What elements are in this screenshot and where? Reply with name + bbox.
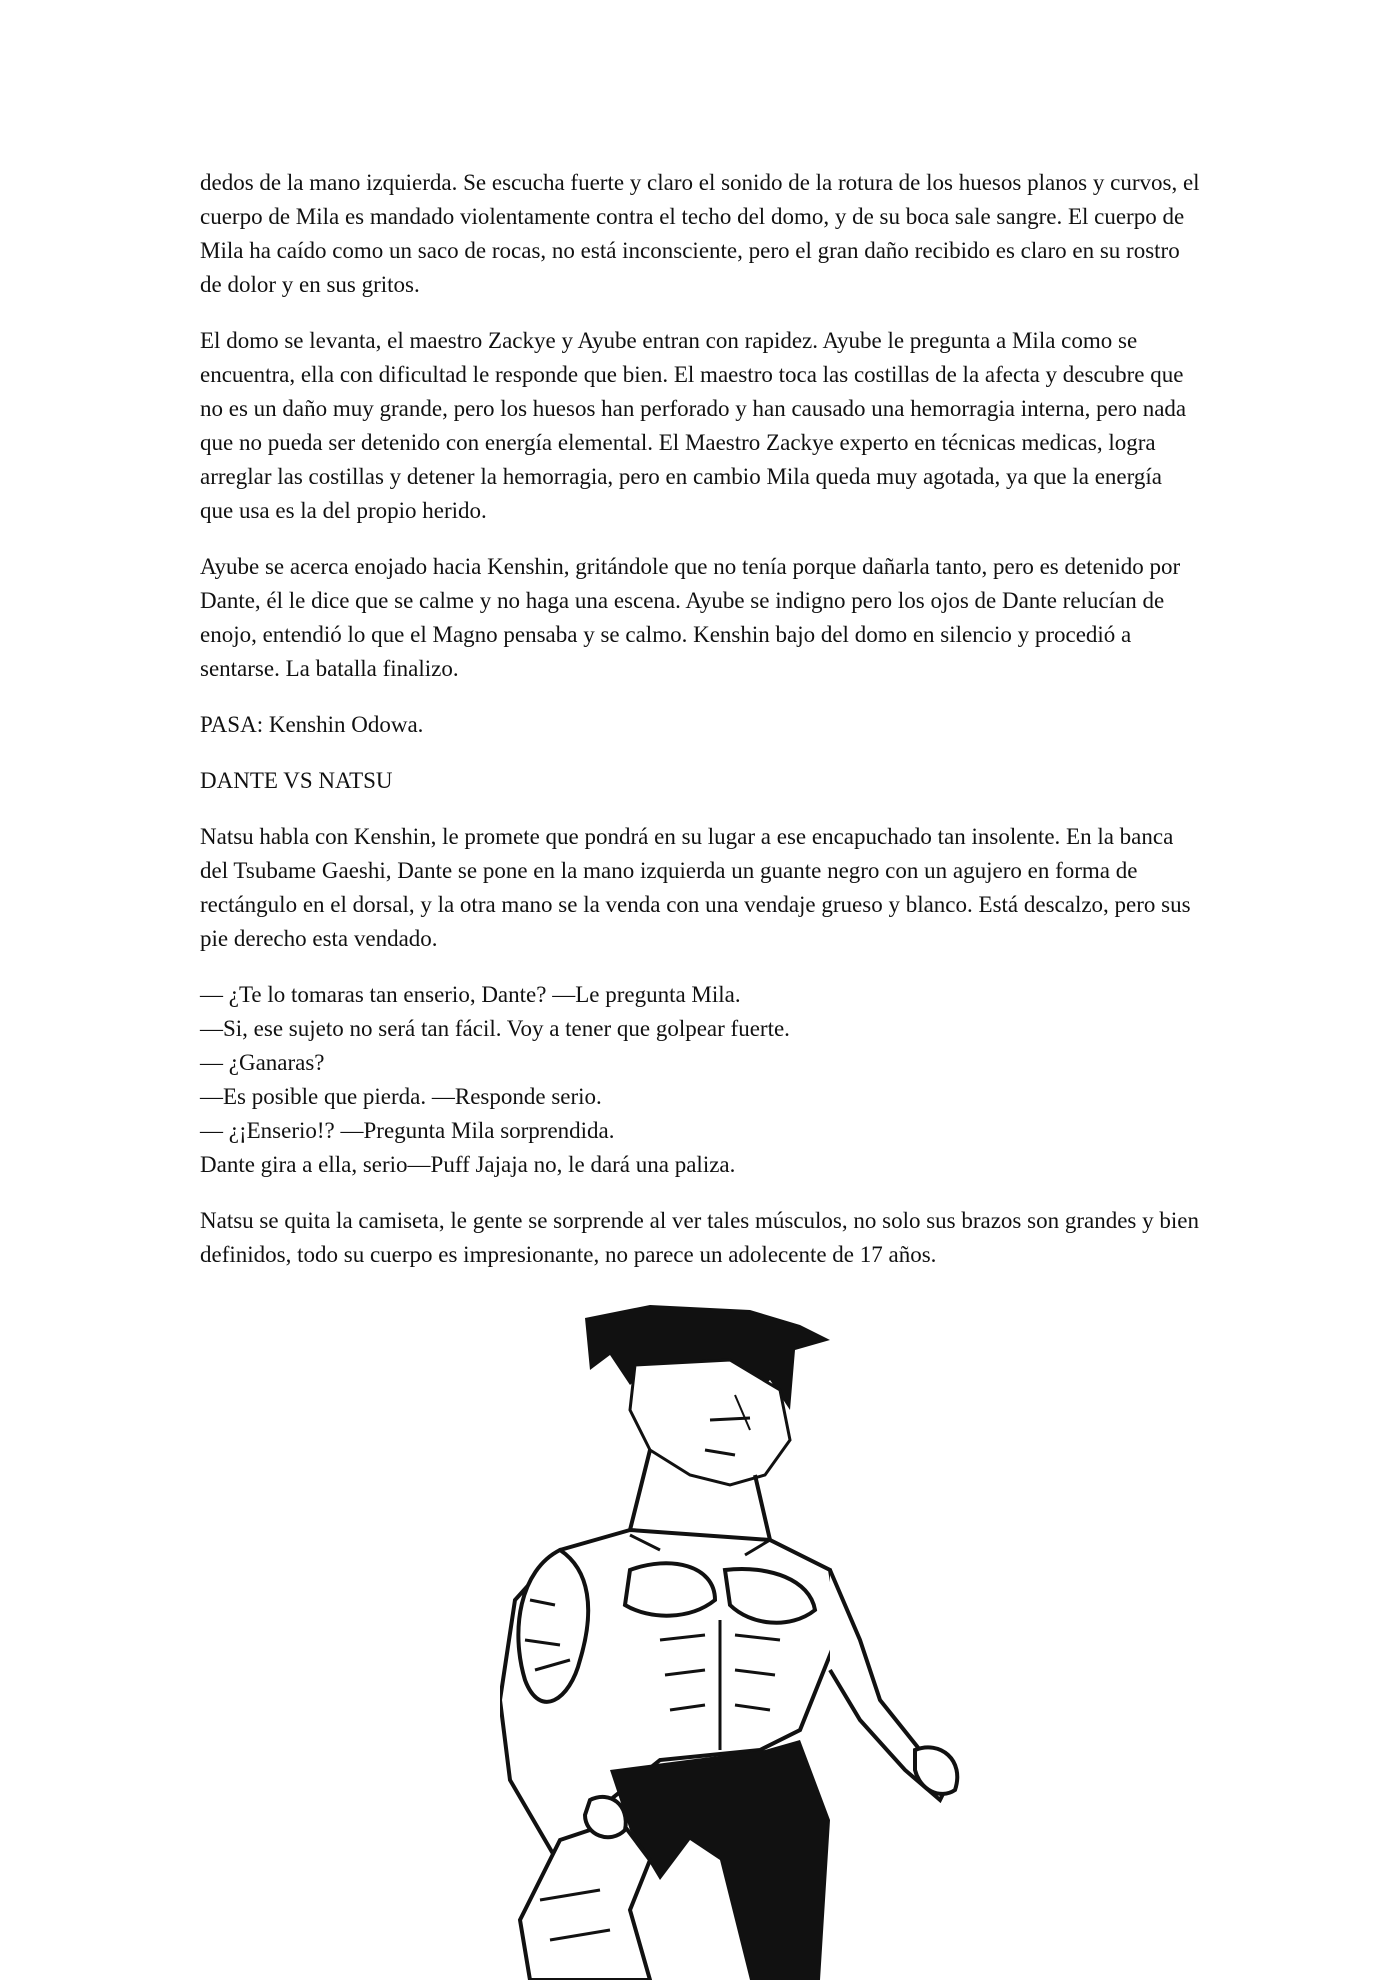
fight-heading: DANTE VS NATSU [200,768,393,793]
story-text [200,166,1200,1294]
paragraph-2: El domo se levanta, el maestro Zackye y Ayube entran con rapidez. Ayube le pregunta a Mila como se encuentra, ella con dificultad le responde que bien. El maestro toca las costillas de la afecta y descubre que no es un daño muy grande, pero los huesos han perforado y han causado una hemorragia interna, pero nada que no pueda ser detenido con energía elemental. El Maestro Zackye experto en técnicas medicas, logra arreglar las costillas y detener la hemorragia, pero en cambio Mila queda muy agotada, ya que la energía que usa es la del propio herido. [200,328,1187,523]
character-illustration [500,1300,1060,1980]
closing-paragraph: Natsu se quita la camiseta, le gente se sorprende al ver tales músculos, no solo sus brazos son grandes y bien definidos, todo su cuerpo es impresionante, no parece un adolecente de 17 años. [200,1208,1199,1267]
dialogue-line: — ¿Te lo tomaras tan enserio, Dante? —Le pregunta Mila. [200,982,741,1007]
result-line: PASA: Kenshin Odowa. [200,712,424,737]
dialogue-line: —Si, ese sujeto no será tan fácil. Voy a tener que golpear fuerte. [200,1016,790,1041]
paragraph-3: Ayube se acerca enojado hacia Kenshin, gritándole que no tenía porque dañarla tanto, pero es detenido por Dante, él le dice que se calme y no haga una escena. Ayube se indigno pero los ojos de Dante relucían de enojo, entendió lo que el Magno pensaba y se calmo. Kenshin bajo del domo en silencio y procedió a sentarse. La batalla finalizo. [200,554,1181,681]
dialogue-block [200,978,1200,1182]
paragraph-6: Natsu habla con Kenshin, le promete que pondrá en su lugar a ese encapuchado tan insolente. En la banca del Tsubame Gaeshi, Dante se pone en la mano izquierda un guante negro con un agujero en forma de rectángulo en el dorsal, y la otra mano se la venda con una vendaje grueso y blanco. Está descalzo, pero sus pie derecho esta vendado. [200,824,1191,951]
paragraph-1: dedos de la mano izquierda. Se escucha fuerte y claro el sonido de la rotura de los huesos planos y curvos, el cuerpo de Mila es mandado violentamente contra el techo del domo, y de su boca sale sangre. El cuerpo de Mila ha caído como un saco de rocas, no está inconsciente, pero el gran daño recibido es claro en su rostro de dolor y en sus gritos. [200,170,1200,297]
dialogue-line: —Es posible que pierda. —Responde serio. [200,1084,602,1109]
dialogue-line: Dante gira a ella, serio—Puff Jajaja no, le dará una paliza. [200,1152,736,1177]
dialogue-line: — ¿Ganaras? [200,1050,325,1075]
dialogue-line: — ¿¡Enserio!? —Pregunta Mila sorprendida. [200,1118,615,1143]
